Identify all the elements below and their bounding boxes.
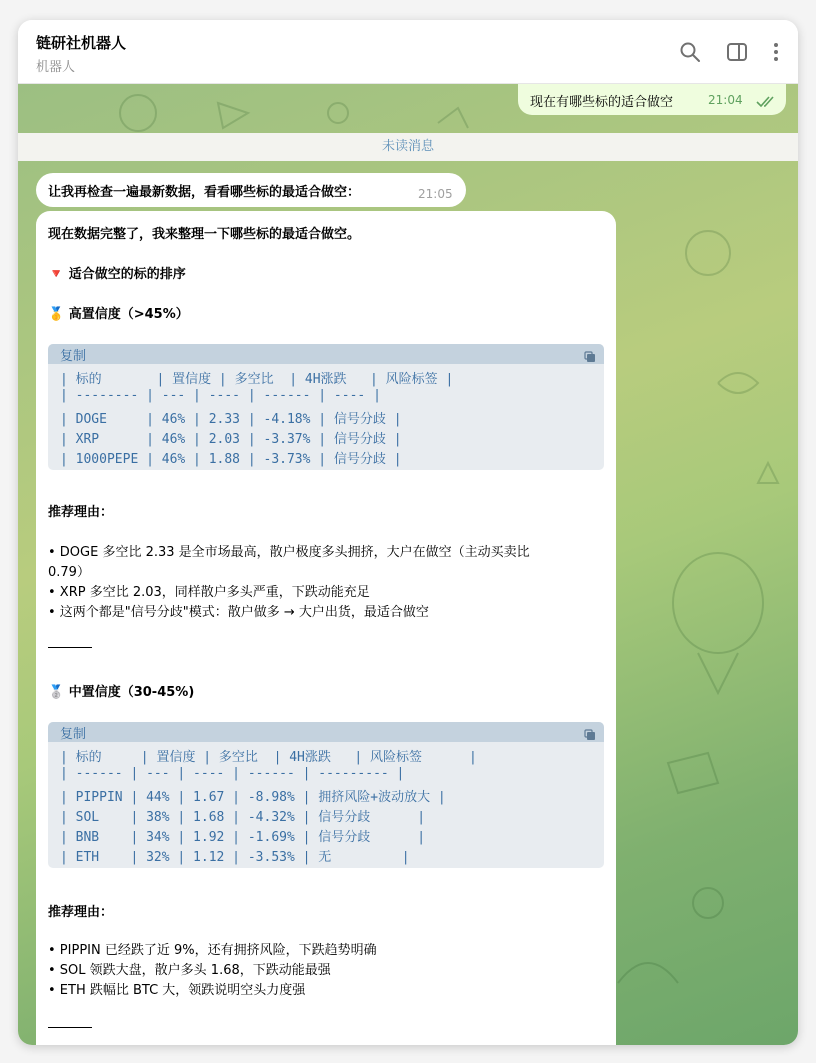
chat-header <box>18 20 798 84</box>
reason-heading: 推荐理由： <box>48 505 114 520</box>
chat-subtitle: 机器人 <box>36 60 76 75</box>
reason-item: • ETH 跌幅比 BTC 大，领跌说明空头力度强 <box>48 983 306 998</box>
reason-item: • 这两个都是"信号分歧"模式：散户做多 → 大户出货，最适合做空 <box>48 605 429 620</box>
table-row: | ETH | 32% | 1.12 | -3.53% | 无 | <box>60 850 410 865</box>
chat-area[interactable] <box>18 83 798 1045</box>
more-vertical-icon[interactable] <box>764 40 788 64</box>
telegram-window <box>18 20 798 1045</box>
reason-item: • XRP 多空比 2.03，同样散户多头严重，下跌动能充足 <box>48 585 370 600</box>
divider <box>48 1027 92 1028</box>
table-row: | SOL | 38% | 1.68 | -4.32% | 信号分歧 | <box>60 810 426 825</box>
ranking-heading: 🔻 适合做空的标的排序 <box>48 267 186 282</box>
read-check-icon <box>756 93 778 112</box>
copy-icon[interactable] <box>584 348 596 367</box>
message-text: 让我再检查一遍最新数据，看看哪些标的最适合做空： <box>48 185 361 200</box>
table-row: | XRP | 46% | 2.03 | -3.37% | 信号分歧 | <box>60 432 402 447</box>
reason-item: • DOGE 多空比 2.33 是全市场最高，散户极度多头拥挤，大户在做空（主动买卖比 <box>48 545 530 560</box>
chat-title[interactable]: 链研社机器人 <box>36 34 127 52</box>
table-row: | 1000PEPE | 46% | 1.88 | -3.73% | 信号分歧 | <box>60 452 402 467</box>
reason-item: 0.79） <box>48 565 90 580</box>
search-icon[interactable] <box>678 40 702 64</box>
high-confidence-heading: 🥇 高置信度（>45%） <box>48 307 189 322</box>
code-block-header <box>48 344 604 364</box>
reason-item: • PIPPIN 已经跌了近 9%，还有拥挤风险，下跌趋势明确 <box>48 943 377 958</box>
table-row: | ------ | --- | ---- | ------ | --------- | <box>60 766 405 781</box>
table-row: | PIPPIN | 44% | 1.67 | -8.98% | 拥挤风险+波动放大 | <box>60 790 446 805</box>
mid-confidence-heading: 🥈 中置信度（30-45%) <box>48 685 195 700</box>
sidebar-toggle-icon[interactable] <box>725 40 749 64</box>
table-row: | 标的 | 置信度 | 多空比 | 4H涨跌 | 风险标签 | <box>60 372 454 387</box>
code-block-header <box>48 722 604 742</box>
outgoing-message[interactable] <box>518 83 786 115</box>
divider <box>48 647 92 648</box>
table-row: | 标的 | 置信度 | 多空比 | 4H涨跌 | 风险标签 | <box>60 750 477 765</box>
message-time: 21:05 <box>418 187 453 201</box>
code-block-high <box>48 344 604 470</box>
table-row: | DOGE | 46% | 2.33 | -4.18% | 信号分歧 | <box>60 412 402 427</box>
reason-item: • SOL 领跌大盘，散户多头 1.68，下跌动能最强 <box>48 963 331 978</box>
copy-label[interactable]: 复制 <box>60 349 87 364</box>
copy-label[interactable]: 复制 <box>60 727 87 742</box>
table-row: | BNB | 34% | 1.92 | -1.69% | 信号分歧 | <box>60 830 426 845</box>
incoming-message-long[interactable] <box>36 211 616 1045</box>
message-text: 现在有哪些标的适合做空 <box>530 95 674 110</box>
code-block-mid <box>48 722 604 868</box>
copy-icon[interactable] <box>584 726 596 745</box>
table-row: | -------- | --- | ---- | ------ | ---- | <box>60 388 381 403</box>
reason-heading: 推荐理由： <box>48 905 114 920</box>
message-time: 21:04 <box>708 93 743 107</box>
unread-divider: 未读消息 <box>18 133 798 161</box>
incoming-message[interactable] <box>36 173 466 207</box>
intro-text: 现在数据完整了，我来整理一下哪些标的最适合做空。 <box>48 227 361 242</box>
